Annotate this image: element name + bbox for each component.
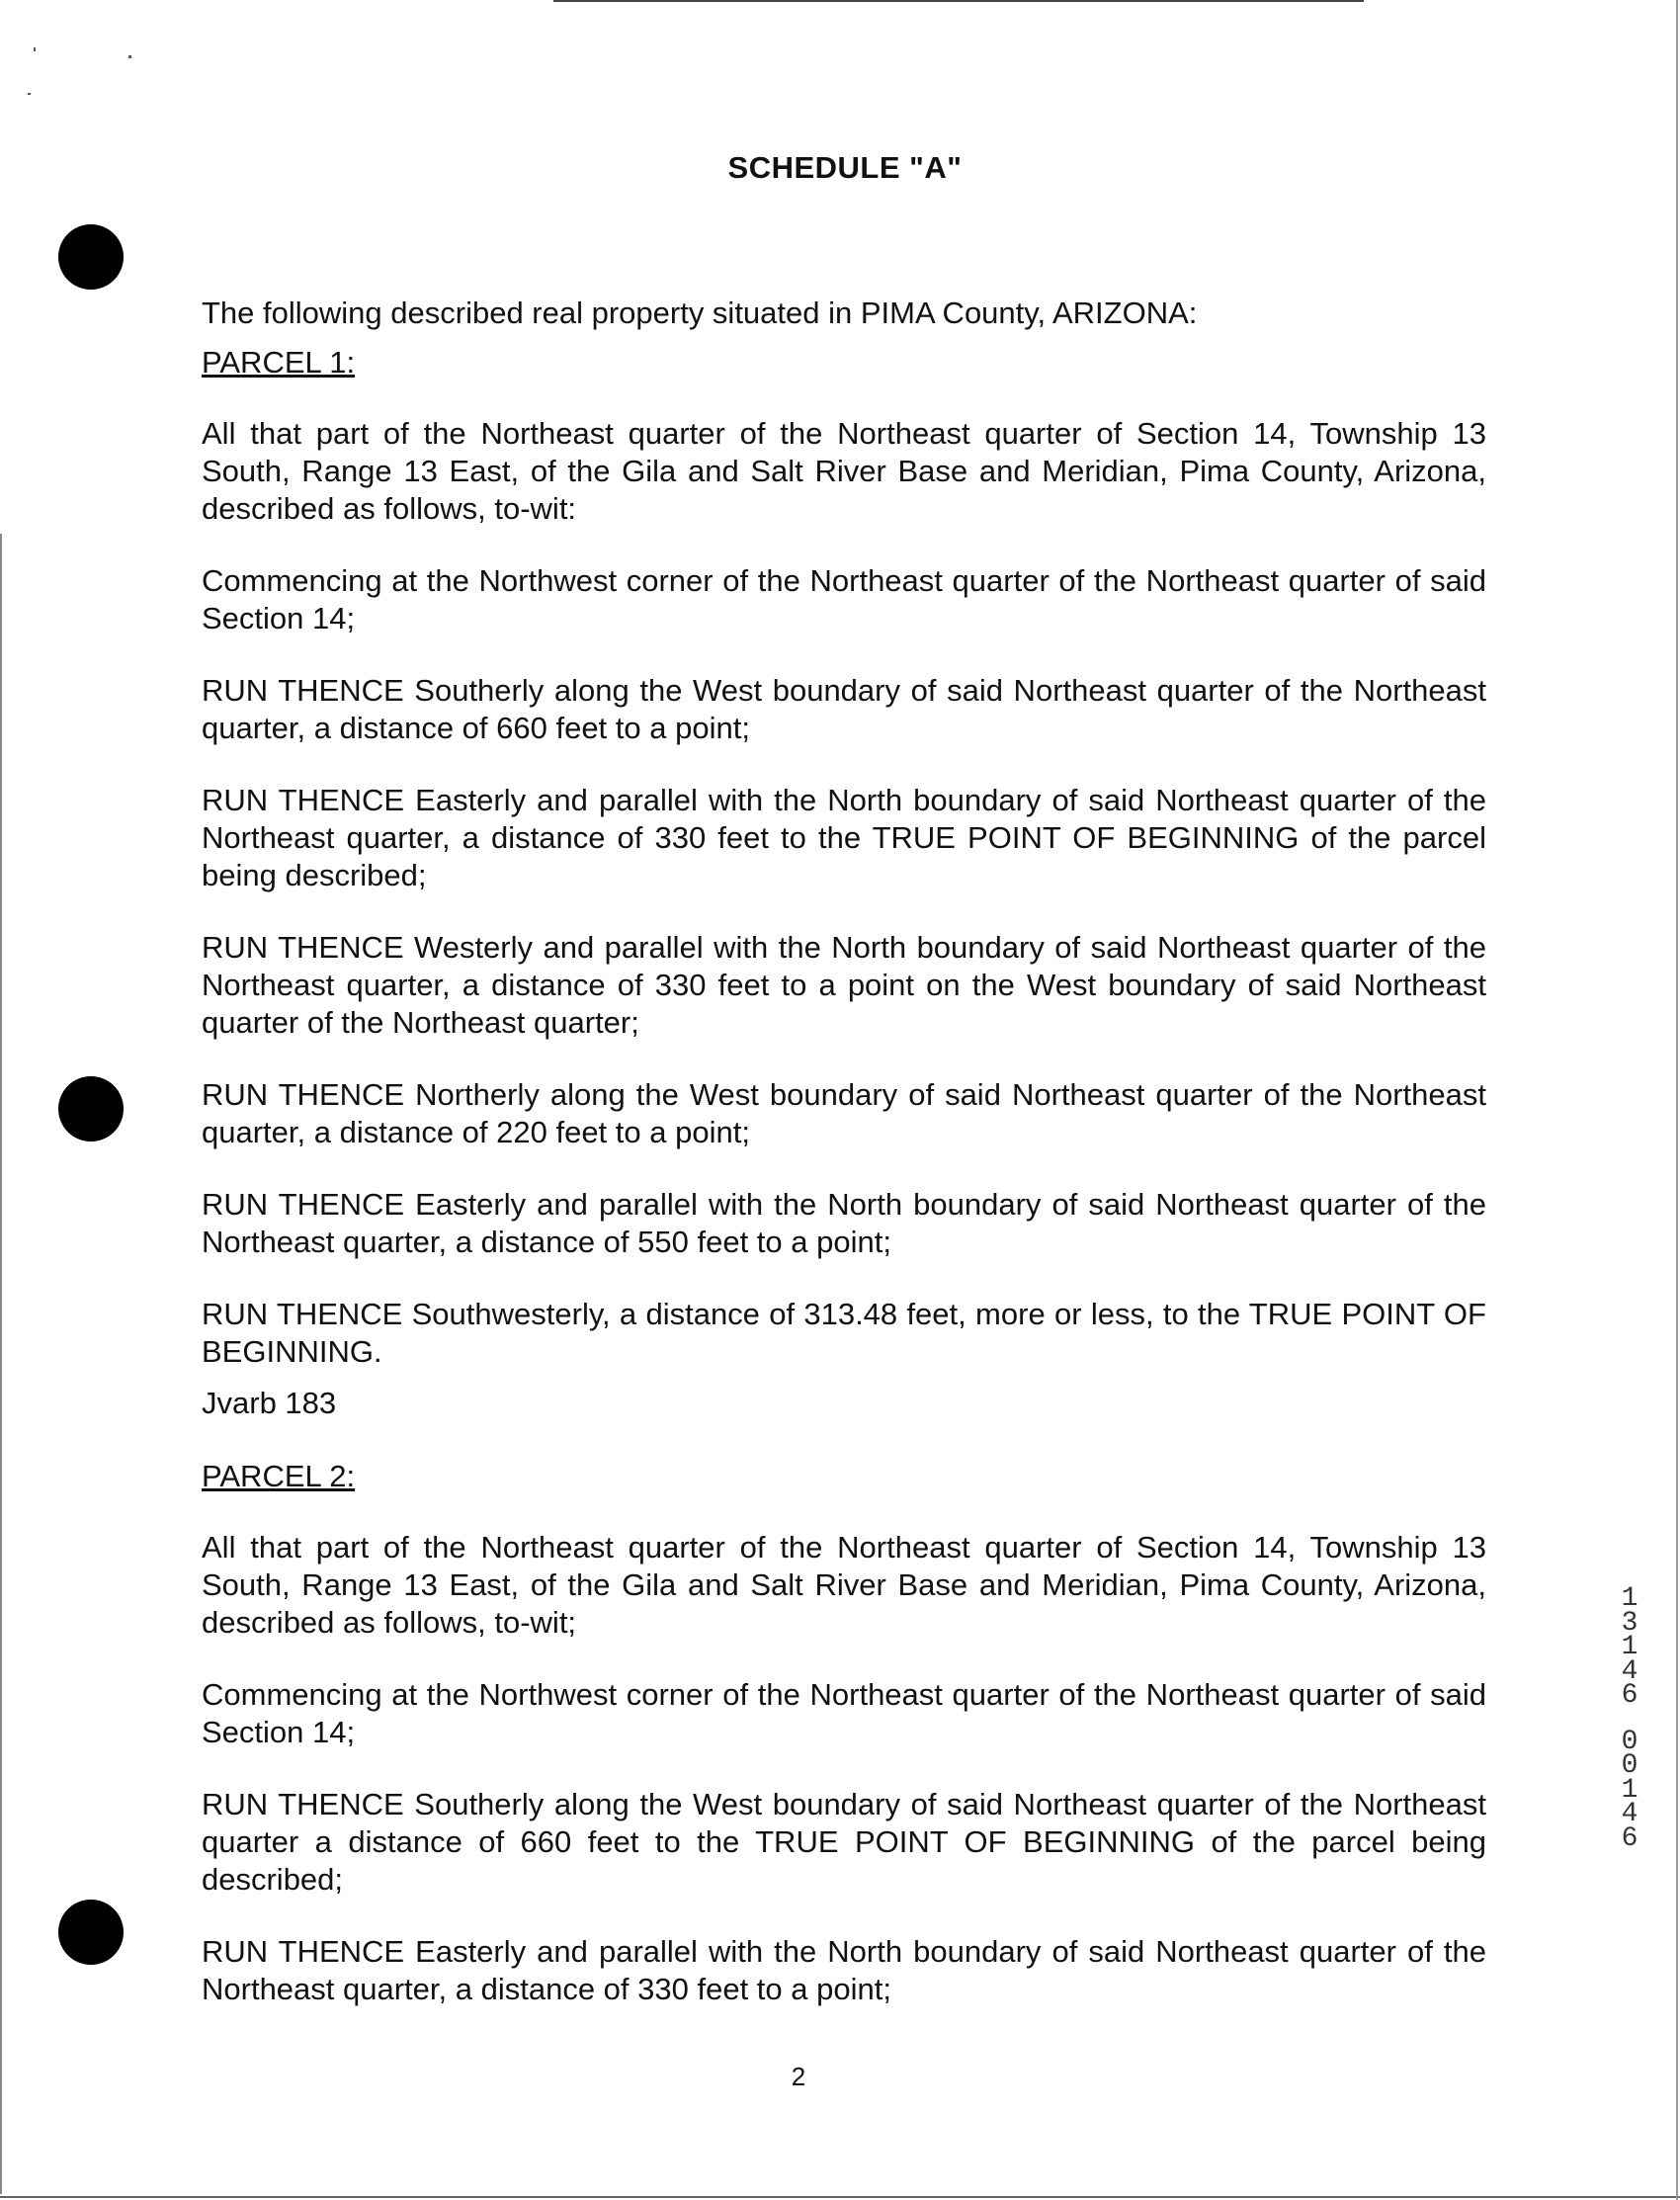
stamp-digit: 4	[1621, 1655, 1638, 1687]
scan-speck	[128, 55, 131, 58]
parcel-1-reference: Jvarb 183	[202, 1386, 337, 1420]
parcel-2-paragraph: All that part of the Northeast quarter of the Northeast quarter of Section 14, Township 13 South, Range 13 East, of the Gila and Salt River Base and Meridian, Pima County, Arizona, described as follows, to-wit;	[202, 1530, 1486, 1640]
scan-bottom-edge	[0, 2196, 1680, 2198]
parcel-1-paragraph: RUN THENCE Easterly and parallel with the North boundary of said Northeast quarter of the Northeast quarter, a distance of 330 feet to the TRUE POINT OF BEGINNING of the parcel being described;	[202, 783, 1486, 892]
parcel-1-paragraph: RUN THENCE Northerly along the West boundary of said Northeast quarter of the Northeast quarter, a distance of 220 feet to a point;	[202, 1077, 1486, 1149]
intro-text: The following described real property situated in PIMA County, ARIZONA:	[202, 296, 1198, 330]
parcel-1-paragraph: RUN THENCE Southwesterly, a distance of 313.48 feet, more or less, to the TRUE POINT OF BEGINNING.	[202, 1297, 1486, 1369]
stamp-digit: 1	[1621, 1583, 1638, 1614]
parcel-2-paragraph: RUN THENCE Easterly and parallel with the North boundary of said Northeast quarter of the Northeast quarter, a distance of 330 feet to a point;	[202, 1934, 1486, 2006]
parcel-1-heading: PARCEL 1:	[202, 345, 356, 380]
scan-right-edge	[1676, 0, 1678, 2200]
page-number: 2	[791, 2062, 806, 2091]
punch-hole-top	[58, 224, 124, 290]
parcel-2-paragraph: Commencing at the Northwest corner of the Northeast quarter of the Northeast quarter of said Section 14;	[202, 1677, 1486, 1749]
stamp-digit: 6	[1621, 1822, 1638, 1854]
stamp-digit: 0	[1621, 1726, 1638, 1757]
document-body	[202, 295, 1486, 2043]
stamp-digit: 4	[1621, 1799, 1638, 1829]
parcel-1-paragraph: RUN THENCE Easterly and parallel with the North boundary of said Northeast quarter of the Northeast quarter, a distance of 550 feet to a point;	[202, 1187, 1486, 1259]
parcel-1-paragraph: All that part of the Northeast quarter of the Northeast quarter of Section 14, Township 13 South, Range 13 East, of the Gila and Salt River Base and Meridian, Pima County, Arizona, described as follows, to-wit:	[202, 416, 1486, 526]
stamp-digit: 6	[1621, 1680, 1638, 1711]
recording-stamp	[1615, 1583, 1644, 1854]
document-title: SCHEDULE "A"	[727, 150, 963, 185]
parcel-1-paragraph: RUN THENCE Westerly and parallel with the North boundary of said Northeast quarter of the Northeast quarter, a distance of 330 feet to a point on the West boundary of said Northeast quarter of the Northeast quarter;	[202, 930, 1486, 1040]
stamp-digit: 1	[1621, 1774, 1638, 1806]
parcel-1-paragraph: Commencing at the Northwest corner of the Northeast quarter of the Northeast quarter of said Section 14;	[202, 563, 1486, 635]
scan-left-edge	[0, 534, 2, 2194]
stamp-digit: 1	[1621, 1632, 1638, 1662]
stamp-digit: 3	[1621, 1607, 1638, 1639]
parcel-2-paragraph: RUN THENCE Southerly along the West boundary of said Northeast quarter of the Northeast quarter a distance of 660 feet to the TRUE POINT OF BEGINNING of the parcel being described;	[202, 1787, 1486, 1897]
parcel-1-paragraph: RUN THENCE Southerly along the West boundary of said Northeast quarter of the Northeast quarter, a distance of 660 feet to a point;	[202, 673, 1486, 745]
scan-speck	[34, 47, 36, 51]
scan-top-edge	[553, 0, 1364, 2]
stamp-digit: 0	[1621, 1750, 1638, 1781]
punch-hole-middle	[58, 1076, 124, 1142]
parcel-2-heading: PARCEL 2:	[202, 1459, 356, 1493]
scan-speck	[28, 93, 31, 95]
punch-hole-bottom	[58, 1900, 124, 1965]
